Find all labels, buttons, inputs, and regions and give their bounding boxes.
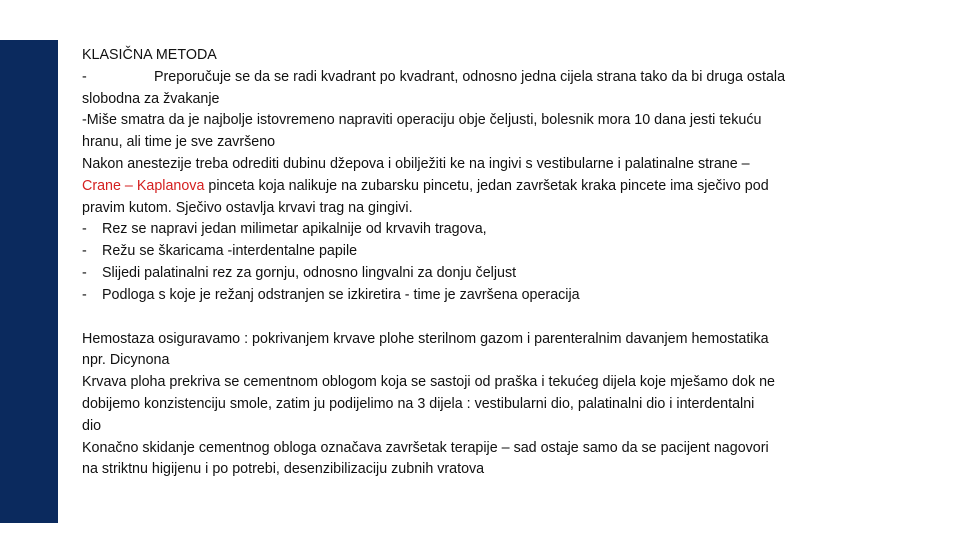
slide-title: KLASIČNA METODA (82, 47, 217, 63)
paragraph-3-line-3: pravim kutom. Sječivo ostavlja krvavi trag na gingivi. (82, 199, 413, 216)
slide-content (82, 45, 882, 481)
paragraph-4-line-2: npr. Dicynona (82, 352, 170, 369)
list-item (82, 285, 882, 307)
bullet-text: Režu se škaricama -interdentalne papile (102, 243, 358, 260)
bullet-text: Podloga s koje je režanj odstranjen se izkiretira - time je završena operacija (102, 286, 580, 303)
paragraph-6-line-1: Konačno skidanje cementnog obloga označava završetak terapije – sad ostaje samo da se pacijent nagovori (82, 439, 769, 456)
list-item (82, 241, 882, 263)
list-item (82, 219, 882, 241)
paragraph-spacer (82, 307, 882, 329)
paragraph-1-line-2: slobodna za žvakanje (82, 90, 220, 107)
paragraph-3-line-2-rest: pinceta koja nalikuje na zubarsku pincetu, jedan završetak kraka pincete ima sječivo pod (204, 177, 769, 194)
paragraph-6-line-2: na striktnu higijenu i po potrebi, desenzibilizaciju zubnih vratova (82, 461, 485, 478)
paragraph-2-line-2: hranu, ali time je sve završeno (82, 134, 276, 151)
paragraph-5-line-2: dobijemo konzistenciju smole, zatim ju podijelimo na 3 dijela : vestibularni dio, palatinalni dio i interdentalni (82, 395, 755, 412)
paragraph-1 (82, 67, 882, 89)
paragraph-2-line-1: -Miše smatra da je najbolje istovremeno napraviti operaciju obje čeljusti, bolesnik mora 10 dana jesti tekuću (82, 112, 762, 129)
bullet-mark: - (82, 286, 87, 303)
paragraph-5-line-1: Krvava ploha prekriva se cementnom oblogom koja se sastoji od praška i tekućeg dijela koje mješamo dok ne (82, 374, 775, 391)
bullet-text: Slijedi palatinalni rez za gornju, odnosno lingvalni za donju čeljust (102, 264, 517, 281)
paragraph-3-line-1: Nakon anestezije treba odrediti dubinu džepova i obilježiti ke na ingivi s vestibularne i palatinalne strane – (82, 155, 750, 172)
side-accent-bar (0, 40, 58, 523)
instrument-name-highlight: Crane – Kaplanova (82, 177, 205, 194)
bullet-mark: - (82, 243, 87, 260)
paragraph-1-line-1: Preporučuje se da se radi kvadrant po kvadrant, odnosno jedna cijela strana tako da bi druga ostala (154, 68, 786, 85)
bullet-mark: - (82, 264, 87, 281)
dash-mark: - (82, 68, 87, 85)
bullet-text: Rez se napravi jedan milimetar apikalnije od krvavih tragova, (102, 221, 487, 238)
list-item (82, 263, 882, 285)
paragraph-4-line-1: Hemostaza osiguravamo : pokrivanjem krvave plohe sterilnom gazom i parenteralnim davanjem hemostatika (82, 330, 769, 347)
paragraph-3-line-2 (82, 176, 882, 198)
paragraph-5-line-3: dio (82, 417, 102, 434)
bullet-mark: - (82, 221, 87, 238)
